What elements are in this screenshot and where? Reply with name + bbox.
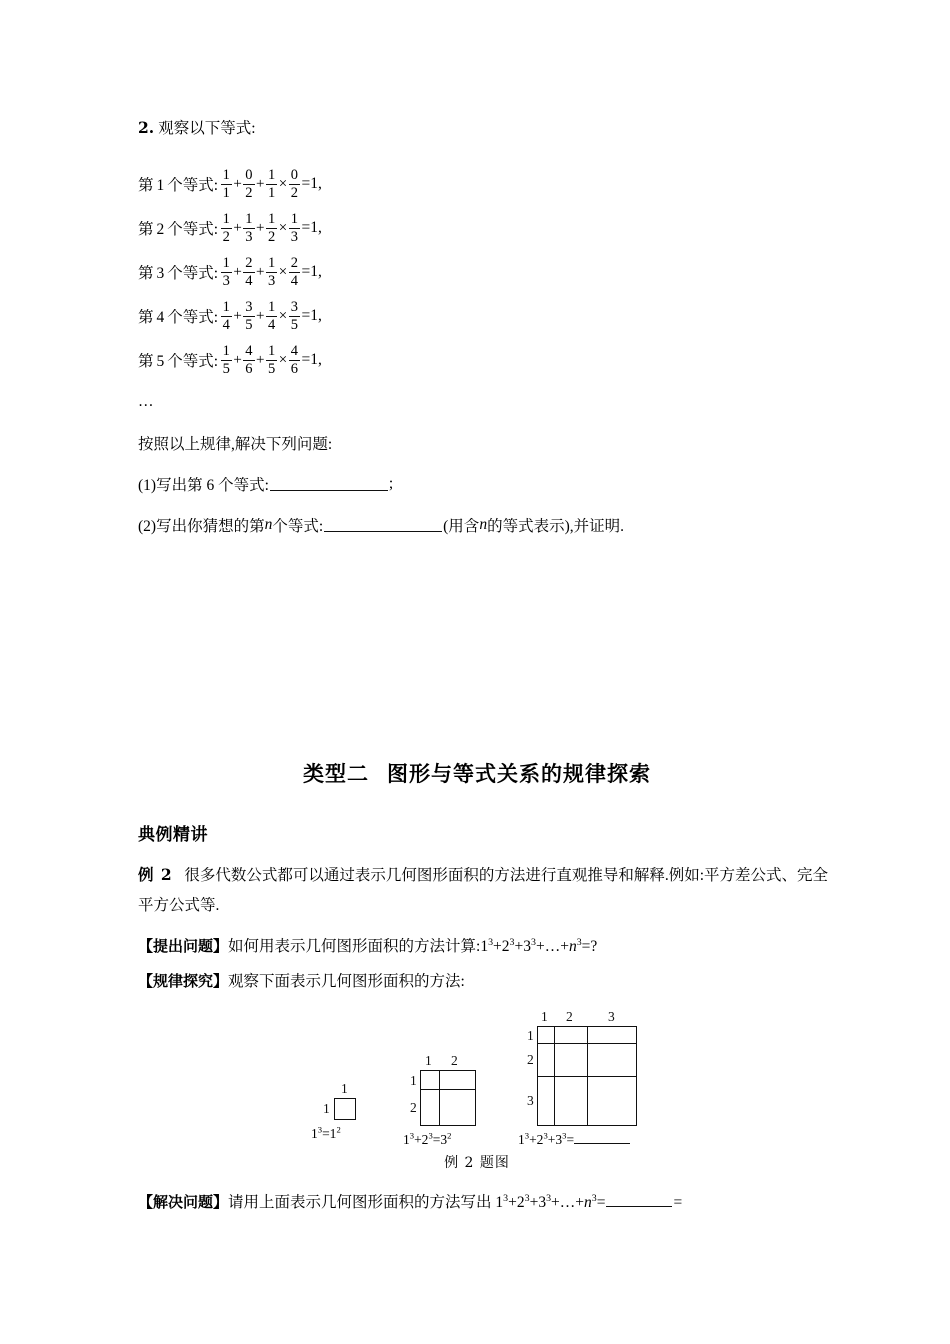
numerator: 3 [245,298,253,315]
equation-row [138,162,816,206]
numerator: 1 [290,210,298,227]
plus-operator: + [256,219,265,236]
figure-3-left-label-3: 3 [527,1093,534,1108]
equation-math [220,300,322,333]
numerator: 1 [222,210,230,227]
fraction [289,344,300,377]
times-operator: × [278,351,288,368]
plus-operator: + [233,351,242,368]
example-label: 例 2 [138,865,173,884]
figure-1-left-label-1: 1 [323,1101,330,1116]
fraction [266,256,277,289]
sub-question-2-text-d: 的等式表示),并证明. [487,517,624,535]
times-operator: × [278,219,288,236]
ask-question-line [138,934,828,956]
figure-3-top-label-2: 2 [566,1009,573,1024]
section-subtitle: 典例精讲 [138,825,208,845]
denominator: 5 [268,360,276,377]
numerator: 3 [290,298,298,315]
denominator: 1 [222,184,230,201]
ask-tag: 【提出问题】 [138,937,229,956]
solve-tag: 【解决问题】 [138,1193,229,1211]
numerator: 1 [222,342,230,359]
figure-3-caption: $1^3+2^3+3^3=$ [518,1132,630,1148]
fraction [266,212,277,245]
figure-2-square [420,1070,476,1126]
type-2-heading [138,758,816,788]
fraction [266,344,277,377]
fraction [289,212,300,245]
type-2-label: 类型二 [303,762,369,786]
equation-row [138,338,816,382]
numerator: 1 [222,166,230,183]
equation-math [220,344,322,377]
plus-operator: + [233,307,242,324]
example-body-text: 很多代数公式都可以通过表示几何图形面积的方法进行直观推导和解释.例如:平方差公式、完全平方公式等. [138,867,828,915]
fraction [243,212,254,245]
figure-2-top-label-2: 2 [451,1053,458,1068]
equation-index: 3 [156,265,165,282]
sub-question-2-text-c: (用含 [443,517,480,535]
fraction [243,344,254,377]
figure-group-caption: 例 2 题图 [444,1155,510,1171]
fraction [243,256,254,289]
numerator: 1 [245,210,253,227]
plus-operator: + [233,219,242,236]
equation-label: 第 1 个等式: [138,177,219,194]
figure-3-top-label-3: 3 [608,1009,615,1024]
numerator: 1 [222,298,230,315]
figure-2-vertical-divider [439,1070,440,1126]
equation-row [138,250,816,294]
equation-label: 第 5 个等式: [138,353,219,370]
cube-exponent: 3 [509,937,515,949]
equation-row [138,206,816,250]
fraction [221,344,232,377]
numerator: 4 [245,342,253,359]
sub-question-1 [138,463,816,504]
equation-row [138,294,816,338]
cube-exponent: 3 [530,937,536,949]
equation-result: =1, [301,351,322,368]
denominator: 3 [268,272,276,289]
numerator: 1 [268,342,276,359]
plus-operator: + [256,307,265,324]
figure-3-answer-blank[interactable] [574,1132,630,1144]
answer-blank-1[interactable] [270,477,388,491]
figure-3-left-label-1: 1 [527,1028,534,1043]
figure-2-left-label-2: 2 [410,1100,417,1115]
numerator: 0 [245,166,253,183]
sub-question-1-end: ; [388,474,394,492]
example-2-block [138,860,828,991]
denominator: 4 [290,272,298,289]
fraction [243,168,254,201]
denominator: 1 [268,184,276,201]
fraction [243,300,254,333]
equation-result: =1, [301,175,322,192]
sub-question-1-text: (1)写出第 6 个等式: [138,476,269,494]
solve-answer-blank[interactable] [606,1193,672,1207]
denominator: 4 [268,316,276,333]
figure-group [138,1008,828,1158]
fraction [221,256,232,289]
denominator: 2 [268,228,276,245]
solve-text: 请用上面表示几何图形面积的方法写出 [228,1194,492,1211]
fraction [266,168,277,201]
equation-index: 5 [156,353,165,370]
equation-label: 第 2 个等式: [138,221,219,238]
plus-operator: + [256,263,265,280]
solve-question-line [138,1190,828,1212]
figure-2-horizontal-divider [420,1089,476,1090]
variable-n: n [264,515,273,533]
numerator: 1 [222,254,230,271]
ellipsis-line: … [138,393,155,410]
cube-exponent: 3 [576,937,582,949]
figure-2-left-label-1: 1 [410,1073,417,1088]
denominator: 5 [222,360,230,377]
denominator: 5 [290,316,298,333]
fraction [221,212,232,245]
denominator: 4 [222,316,230,333]
denominator: 5 [245,316,253,333]
denominator: 4 [245,272,253,289]
problem-2-block [138,116,816,545]
figure-1-top-label-1: 1 [341,1081,348,1096]
ask-formula: $1^3+2^3+3^3+\dots+n^3=$? [480,937,598,956]
fraction [289,256,300,289]
solve-formula: $1^3+2^3+3^3+\dots+n^3=$ [495,1192,606,1211]
figure-2 [400,1048,510,1153]
numerator: 1 [268,298,276,315]
problem-number: 2. [138,118,155,137]
type-2-title: 图形与等式关系的规律探索 [387,762,651,786]
equation-label: 第 3 个等式: [138,265,219,282]
sub-question-2-text-a: (2)写出你猜想的第 [138,517,265,535]
figure-3-top-label-1: 1 [541,1009,548,1024]
problem-2-heading [138,116,816,138]
equation-index: 4 [156,309,165,326]
fraction [221,168,232,201]
times-operator: × [278,263,288,280]
numerator: 1 [268,166,276,183]
figure-1 [311,1080,386,1150]
figure-3-horizontal-divider-1 [537,1043,637,1044]
equation-math [220,256,322,289]
rule-instruction: 按照以上规律,解决下列问题: [138,435,333,453]
example-2-paragraph [138,860,828,921]
answer-blank-2[interactable] [324,518,442,532]
explore-text: 观察下面表示几何图形面积的方法: [228,973,465,991]
figure-1-caption: $1^3=1^2$ [311,1124,341,1141]
denominator: 2 [290,184,298,201]
explore-tag: 【规律探究】 [138,972,229,991]
numerator: 1 [268,254,276,271]
equation-label: 第 4 个等式: [138,309,219,326]
fraction [289,168,300,201]
denominator: 3 [290,228,298,245]
figure-3 [508,1008,668,1156]
variable-n: n [479,515,488,533]
denominator: 2 [222,228,230,245]
figure-3-left-label-2: 2 [527,1052,534,1067]
fraction [221,300,232,333]
ask-text: 如何用表示几何图形面积的方法计算: [228,938,481,956]
numerator: 0 [290,166,298,183]
plus-operator: + [256,175,265,192]
equation-index: 1 [156,177,165,194]
plus-operator: + [233,263,242,280]
equation-index: 2 [156,221,165,238]
figure-1-square [334,1098,356,1120]
times-operator: × [278,307,288,324]
plus-operator: + [256,351,265,368]
figure-3-horizontal-divider-2 [537,1076,637,1077]
times-operator: × [278,175,288,192]
solve-equals: = [673,1194,683,1211]
problem-prompt: 观察以下等式: [158,120,256,137]
denominator: 6 [290,360,298,377]
numerator: 1 [268,210,276,227]
plus-operator: + [233,175,242,192]
sub-question-2-text-b: 个等式: [272,517,324,535]
equation-math [220,212,322,245]
fraction [289,300,300,333]
cube-exponent: 3 [488,937,494,949]
denominator: 2 [245,184,253,201]
figure-2-top-label-1: 1 [425,1053,432,1068]
explore-line [138,969,828,991]
cube-exponent: 3 [546,1192,552,1204]
denominator: 6 [245,360,253,377]
equation-result: =1, [301,307,322,324]
denominator: 3 [222,272,230,289]
cube-exponent: 3 [503,1192,509,1204]
cube-exponent: 3 [524,1192,530,1204]
numerator: 4 [290,342,298,359]
numerator: 2 [245,254,253,271]
figure-2-caption: $1^3+2^3=3^2$ [403,1130,452,1147]
sub-question-2 [138,504,816,545]
cube-exponent: 3 [591,1192,597,1204]
numerator: 2 [290,254,298,271]
fraction [266,300,277,333]
equation-result: =1, [301,263,322,280]
equation-math [220,168,322,201]
equation-result: =1, [301,219,322,236]
denominator: 3 [245,228,253,245]
